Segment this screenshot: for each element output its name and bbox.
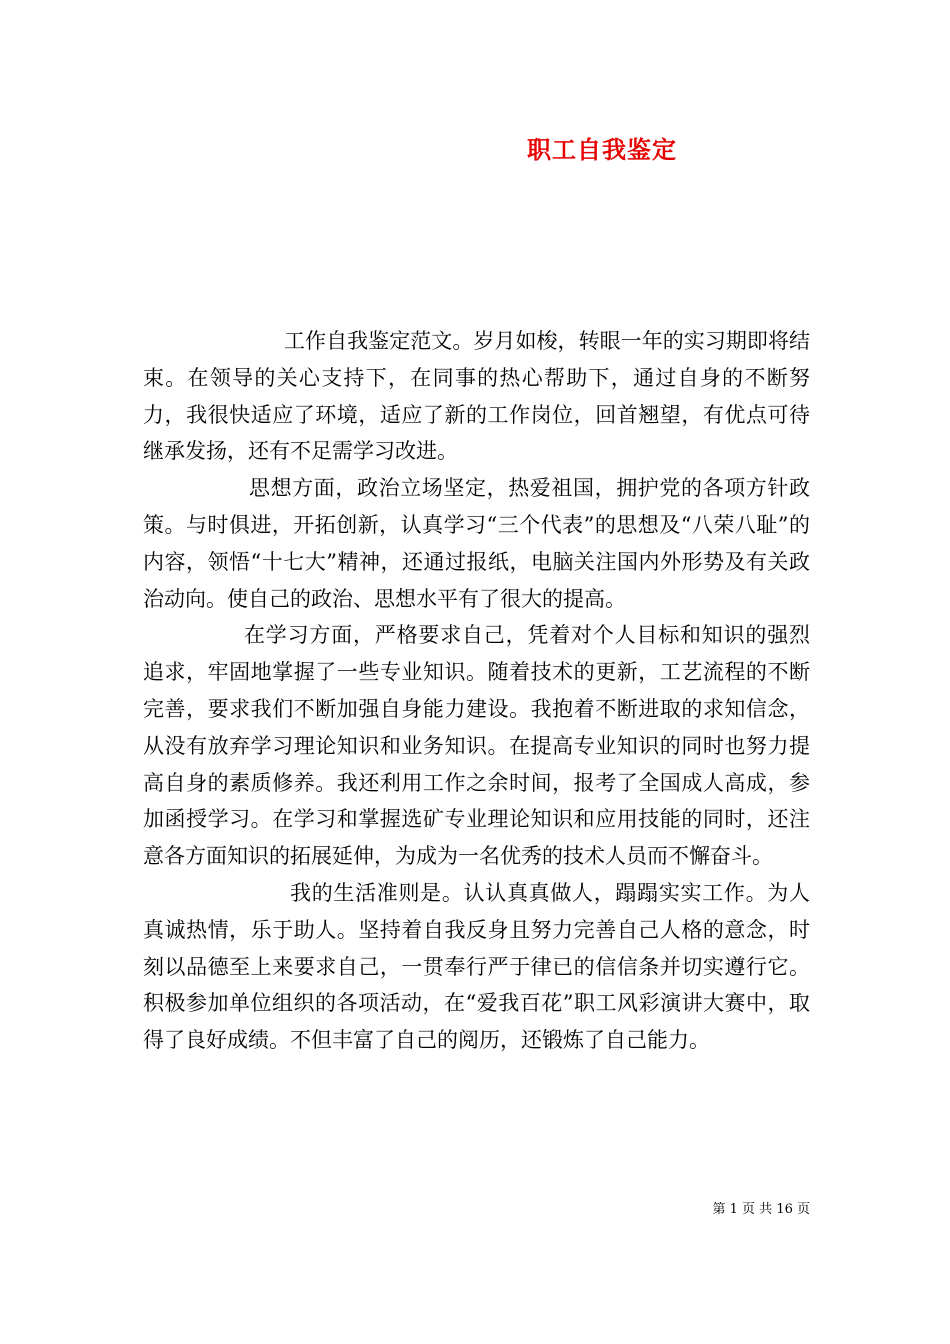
paragraph-intro: 工作自我鉴定范文。岁月如梭，转眼一年的实习期即将结束。在领导的关心支持下，在同事的热心帮助下，通过自身的不断努力，我很快适应了环境，适应了新的工作岗位，回首翘望，有优点可待继承发扬，还有不足需学习改进。 — [143, 329, 810, 464]
document-title: 职工自我鉴定 — [527, 135, 677, 164]
paragraph-life: 我的生活准则是。认认真真做人，蹋蹋实实工作。为人真诚热情，乐于助人。坚持着自我反身且努力完善自己人格的意念，时刻以品德至上来要求自己，一贯奉行严于律已的信信条并切实遵行它。积极参加单位组织的各项活动，在“爱我百花”职工风彩演讲大赛中，取得了良好成绩。不但丰富了自己的阅历，还锻炼了自己能力。 — [143, 880, 810, 1053]
paragraph-study: 在学习方面，严格要求自己，凭着对个人目标和知识的强烈追求，牢固地掌握了一些专业知识。随着技术的更新，工艺流程的不断完善，要求我们不断加强自身能力建设。我抱着不断进取的求知信念，从没有放弃学习理论知识和业务知识。在提高专业知识的同时也努力提高自身的素质修养。我还利用工作之余时间，报考了全国成人高成，参加函授学习。在学习和掌握选矿专业理论知识和应用技能的同时，还注意各方面知识的拓展延伸，为成为一名优秀的技术人员而不懈奋斗。 — [143, 623, 810, 869]
document-body — [143, 323, 810, 1059]
paragraph-ideology: 思想方面，政治立场坚定，热爱祖国，拥护党的各项方针政策。与时俱进，开拓创新，认真学习“三个代表”的思想及“八荣八耻”的内容，领悟“十七大”精神，还通过报纸，电脑关注国内外形势及有关政治动向。使自己的政治、思想水平有了很大的提高。 — [143, 476, 810, 611]
page-number: 第 1 页 共 16 页 — [712, 1202, 810, 1217]
